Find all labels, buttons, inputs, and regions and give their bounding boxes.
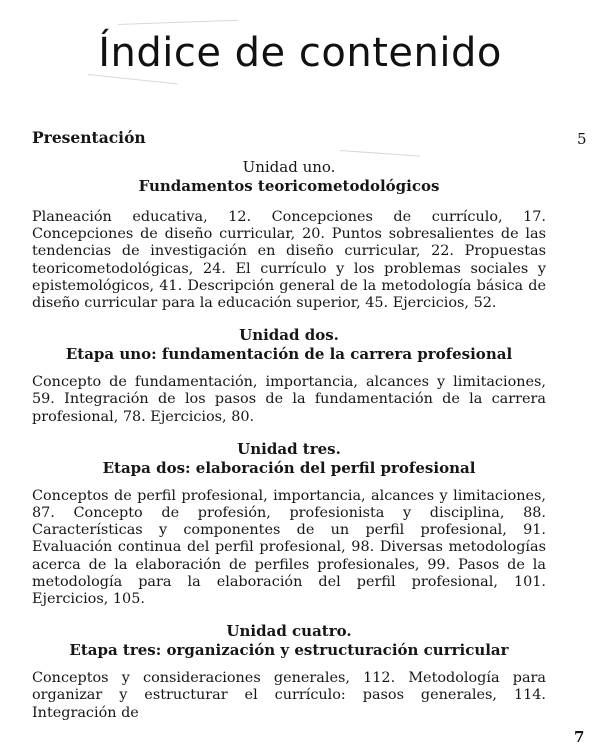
unit-title: Unidad cuatro.	[226, 622, 352, 641]
unit-subtitle: Fundamentos teoricometodológicos	[138, 177, 440, 195]
scan-mark	[340, 150, 420, 157]
toc-content	[32, 158, 546, 736]
unit-heading	[32, 440, 546, 478]
unit-description: Concepto de fundamentación, importancia, alcances y limitaciones, 59. Integración de los pasos de la fundamentación de la carrera profesional, 78. Ejercicios, 80.	[32, 374, 546, 425]
unit-description: Conceptos y consideraciones generales, 112. Metodología para organizar y estructurar el currículo: pasos generales, 114. Integración de	[32, 670, 546, 721]
presentation-entry: Presentación	[32, 128, 146, 147]
unit-title: Unidad tres.	[237, 439, 341, 458]
unit-subtitle: Etapa dos: elaboración del perfil profesional	[102, 458, 476, 477]
unit-description: Planeación educativa, 12. Concepciones de currículo, 17. Concepciones de diseño curricular, 20. Puntos sobresalientes de las tendencias de investigación en diseño curricular, 22. Propuestas teoricometodológicas, 24. El currículo y los problemas sociales y epistemológicos, 41. Descripción general de la metodología básica de diseño curricular para la educación superior, 45. Ejercicios, 52.	[32, 209, 546, 312]
unit-heading	[32, 622, 546, 660]
unit-subtitle: Etapa uno: fundamentación de la carrera profesional	[65, 345, 513, 364]
unit-description: Conceptos de perfil profesional, importancia, alcances y limitaciones, 87. Concepto de profesión, profesionista y disciplina, 88. Características y componentes de un perfil profesional, 91. Evaluación continua del perfil profesional, 98. Diversas metodologías acerca de la elaboración de perfiles profesionales, 99. Pasos de la metodología para la elaboración del perfil profesional, 101. Ejercicios, 105.	[32, 487, 546, 608]
unit-subtitle: Etapa tres: organización y estructuración curricular	[69, 641, 509, 660]
page-number: 7	[574, 728, 585, 746]
unit-heading	[32, 326, 546, 364]
page-title: Índice de contenido	[98, 30, 502, 76]
unit-heading	[32, 158, 546, 196]
unit-title: Unidad dos.	[239, 326, 339, 345]
unit-title: Unidad uno.	[242, 158, 336, 176]
scan-mark	[118, 20, 238, 25]
presentation-page: 5	[577, 130, 587, 148]
